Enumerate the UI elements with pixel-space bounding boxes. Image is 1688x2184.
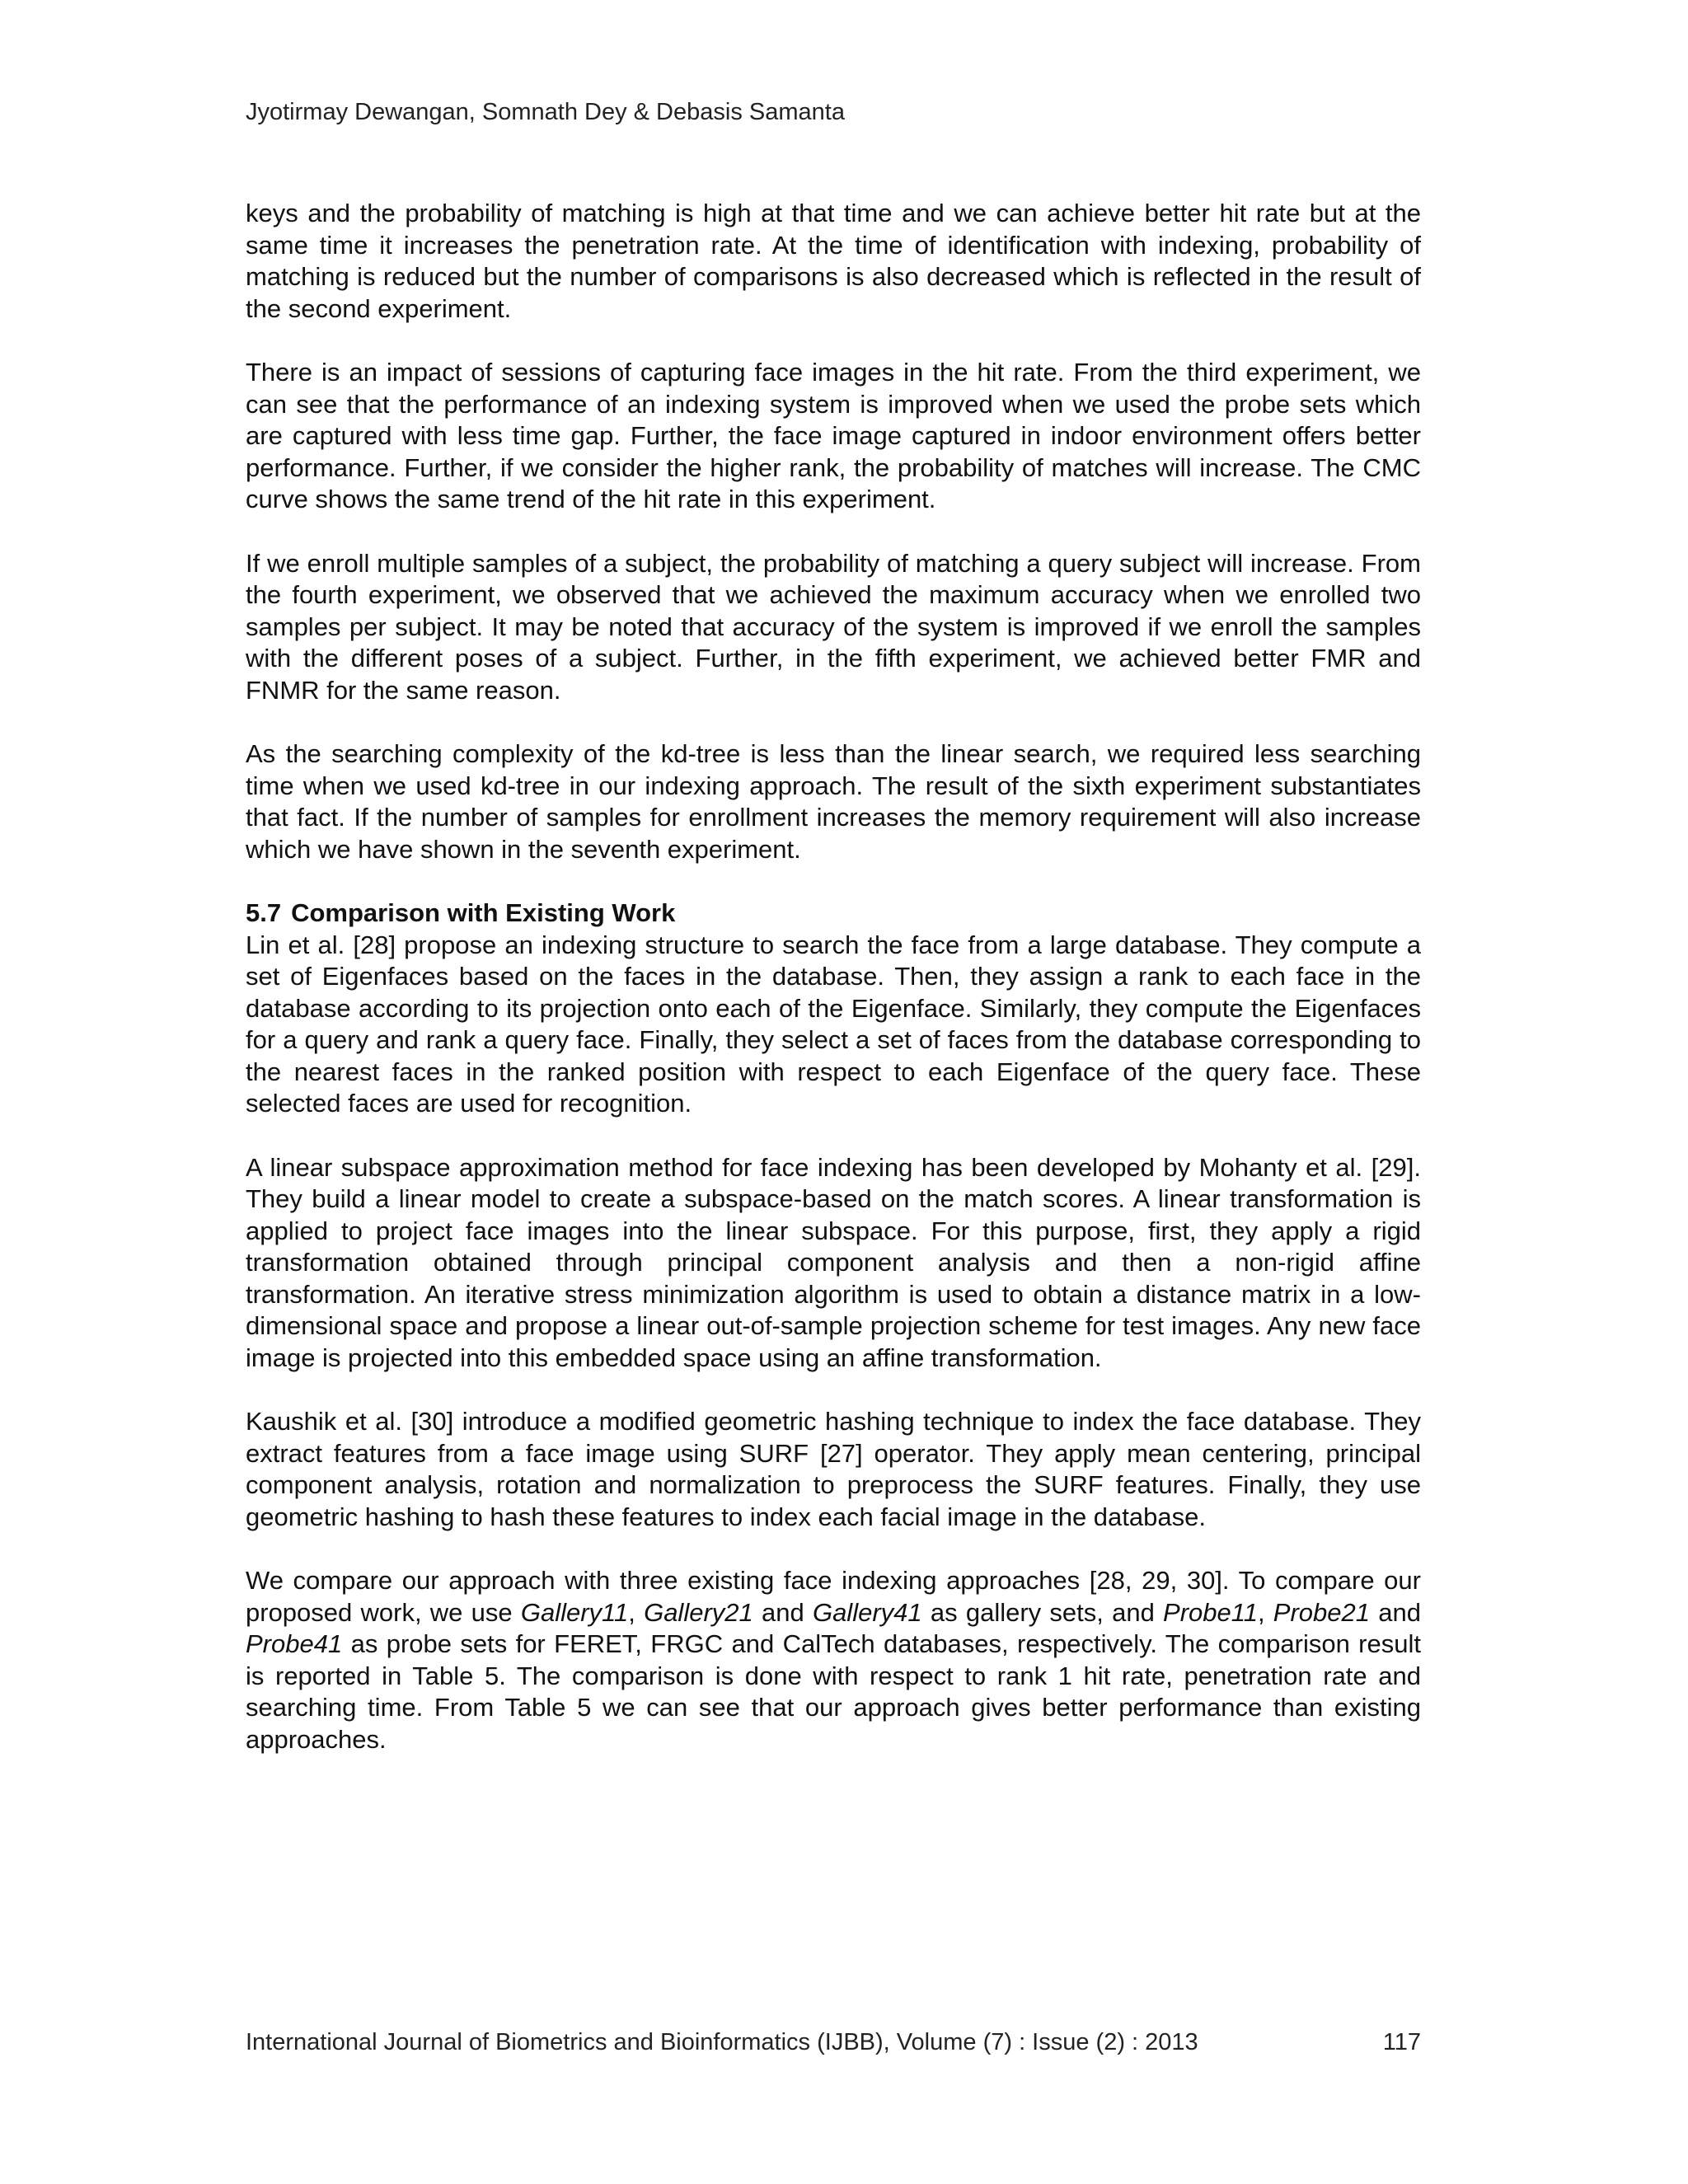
paragraph-kaushik-et-al: Kaushik et al. [30] introduce a modified geometric hashing technique to index the face database. They extract features from a face image using SURF [27] operator. They apply mean centering, principal component analysis, rotation and normalization to preprocess the SURF features. Finally, they use geometric hashing to hash these features to index each facial image in the database. xyxy=(246,1407,1421,1531)
section-heading xyxy=(246,898,1421,930)
paragraph-hit-rate-penetration: keys and the probability of matching is high at that time and we can achieve better hit rate but at the same time it increases the penetration rate. At the time of identification with indexing, probability of matching is reduced but the number of comparisons is also decreased which is reflected in the result of the second experiment. xyxy=(246,199,1421,323)
gallery41-term: Gallery41 xyxy=(812,1597,922,1627)
text-run: , xyxy=(628,1597,645,1627)
section-number: 5.7 xyxy=(246,898,282,927)
gallery21-term: Gallery21 xyxy=(644,1597,753,1627)
text-run: and xyxy=(1370,1597,1421,1627)
paragraph-lin-et-al: Lin et al. [28] propose an indexing structure to search the face from a large database. They compute a set of Eigenfaces based on the faces in the database. Then, they assign a rank to each face in the database according to its projection onto each of the Eigenface. Similarly, they compute the Eigenfaces for a query and rank a query face. Finally, they select a set of faces from the database corresponding to the nearest faces in the ranked position with respect to each Eigenface of the query face. These selected faces are used for recognition. xyxy=(246,930,1421,1118)
paragraph-mohanty-et-al: A linear subspace approximation method for face indexing has been developed by Mohanty et al. [29]. They build a linear model to create a subspace-based on the match scores. A linear transformation is applied to project face images into the linear subspace. For this purpose, first, they apply a rigid transformation obtained through principal component analysis and then a non-rigid affine transformation. An iterative stress minimization algorithm is used to obtain a distance matrix in a low-dimensional space and propose a linear out-of-sample projection scheme for test images. Any new face image is projected into this embedded space using an affine transformation. xyxy=(246,1152,1421,1372)
probe21-term: Probe21 xyxy=(1273,1597,1371,1627)
text-run: as gallery sets, and xyxy=(921,1597,1164,1627)
paragraph-session-impact: There is an impact of sessions of capturing face images in the hit rate. From the third experiment, we can see that the performance of an indexing system is improved when we used the probe sets which are captured with less time gap. Further, the face image captured in indoor environment offers better performance. Further, if we consider the higher rank, the probability of matches will increase. The CMC curve shows the same trend of the hit rate in this experiment. xyxy=(246,358,1421,513)
body-text xyxy=(246,198,1421,1788)
paragraph-kd-tree-search: As the searching complexity of the kd-tree is less than the linear search, we required less searching time when we used kd-tree in our indexing approach. The result of the sixth experiment substantiates that fact. If the number of samples for enrollment increases the memory requirement will also increase which we have shown in the seventh experiment. xyxy=(246,739,1421,864)
page-number: 117 xyxy=(1382,2029,1421,2055)
running-header-authors: Jyotirmay Dewangan, Somnath Dey & Debasis Samanta xyxy=(246,99,845,125)
text-run: We compare our approach with three existing face indexing approaches [28, 29, 30]. To compare our proposed work, we use xyxy=(246,1566,1421,1627)
paragraph-comparison-summary xyxy=(246,1565,1421,1755)
gallery11-term: Gallery11 xyxy=(520,1597,629,1627)
footer-journal-citation: International Journal of Biometrics and Bioinformatics (IJBB), Volume (7) : Issue (2) : 2013 xyxy=(246,2029,1198,2055)
probe41-term: Probe41 xyxy=(246,1629,343,1658)
paragraph-multiple-samples: If we enroll multiple samples of a subject, the probability of matching a query subject will increase. From the fourth experiment, we observed that we achieved the maximum accuracy when we enrolled two samples per subject. It may be noted that accuracy of the system is improved if we enroll the samples with the different poses of a subject. Further, in the fifth experiment, we achieved better FMR and FNMR for the same reason. xyxy=(246,548,1421,705)
text-run: and xyxy=(753,1597,813,1627)
text-run: as probe sets for FERET, FRGC and CalTech databases, respectively. The comparison result is reported in Table 5. The comparison is done with respect to rank 1 hit rate, penetration rate and searching time. From Table 5 we can see that our approach gives better performance than existing approaches. xyxy=(246,1629,1421,1754)
text-run: , xyxy=(1257,1597,1273,1627)
section-title: Comparison with Existing Work xyxy=(291,898,676,927)
probe11-term: Probe11 xyxy=(1163,1597,1258,1627)
